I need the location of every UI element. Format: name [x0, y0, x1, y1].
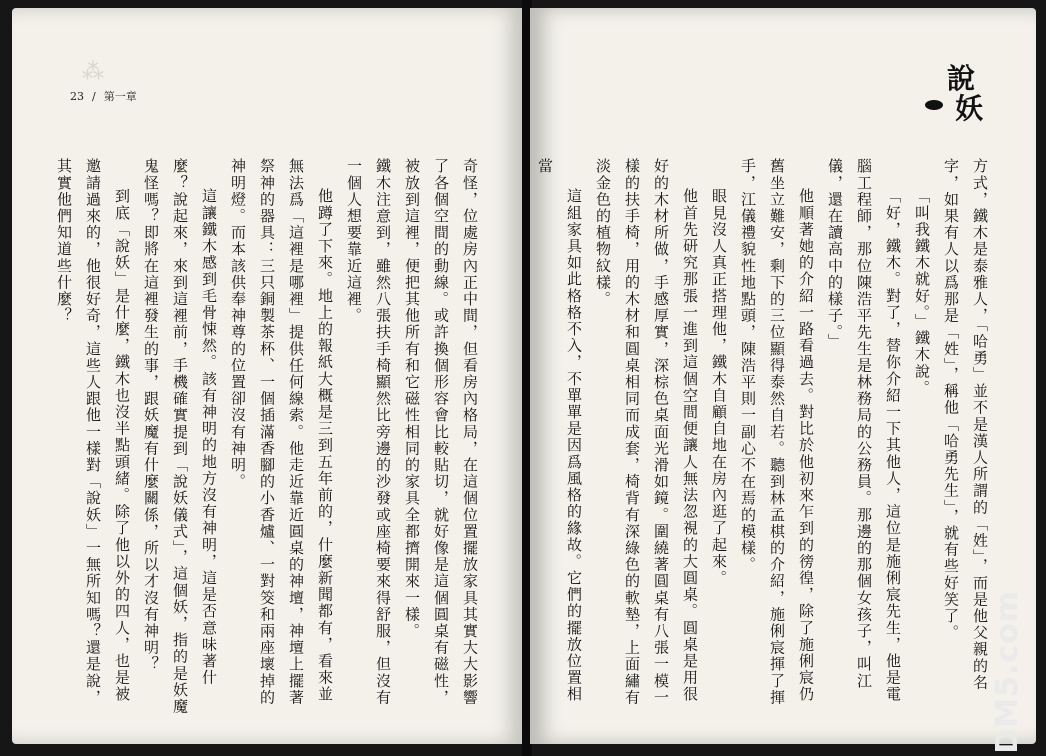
paragraph: 這組家具如此格格不入，不單單是因爲風格的緣故。它們的擺放位置相當 — [536, 158, 583, 703]
paragraph: 眼見沒人真正搭理他，鐵木自顧自地在房內逛了起來。 — [710, 188, 728, 587]
logo-char-1: 說 — [947, 62, 976, 95]
left-page-text — [49, 158, 484, 718]
paragraph: 到底「說妖」是什麼，鐵木也沒半點頭緒。除了他以外的四人，也是被邀請過來的，他很好奇，這些人跟他一樣對「說妖」一無所知嗎？還是說，其實他們知道些什麼？ — [55, 158, 131, 706]
right-page-text — [530, 158, 994, 713]
book-logo — [925, 64, 993, 124]
paragraph: 「叫我鐵木就好。」鐵木說。 — [913, 188, 931, 397]
paragraph: 他順著她的介紹一路看過去。對比於他初來乍到的徬徨，除了施俐宸仍舊坐立難安，剩下的三位顯得泰然自若。聽到林孟棋的介紹，施俐宸揮了揮手，江儀禮貌性地點頭，陳浩平則一副心不在焉的模樣。 — [739, 158, 815, 706]
left-page — [12, 8, 524, 744]
logo-ink-mark-icon — [925, 100, 943, 110]
paragraph: 這讓鐵木感到毛骨悚然。該有神明的地方沒有神明，這是否意味著什麼？說起來，來到這裡前，手機確實提到「說妖儀式」，這個妖，指的是妖魔鬼怪嗎？即將在這裡發生的事，跟妖魔有什麼關係，所以才沒有神明？ — [142, 158, 218, 715]
logo-char-2: 妖 — [955, 92, 984, 125]
paragraph: 他蹲了下來。地上的報紙大概是三到五年前的，什麼新聞都有，看來並無法爲「這裡是哪裡」提供任何線索。他走近靠近圓桌的神壇，神壇上擺著祭神的器具：三只銅製茶杯、一個插滿香腳的小香爐、一對筊和兩座壞掉的神明燈。而本該供奉神尊的位置卻沒有神明。 — [229, 158, 334, 706]
header-separator: / — [92, 90, 96, 103]
paragraph: 方式，鐵木是泰雅人，「哈勇」並不是漢人所謂的「姓」，而是他父親的名字，如果有人以爲那是「姓」，稱他「哈勇先生」，就有些好笑了。 — [942, 158, 989, 691]
ghost-bleed-mark: ⁂ — [82, 60, 104, 85]
right-page — [530, 8, 1036, 744]
paragraph: 「好，鐵木。對了，替你介紹一下其他人，這位是施俐宸先生，他是電腦工程師，那位陳浩平先生是林務局的公務員。那邊的那個女孩子，叫江儀，還在讀高中的樣子。」 — [826, 158, 902, 703]
page-number: 23 — [70, 90, 84, 103]
chapter-title: 第一章 — [103, 90, 137, 103]
paragraph: 鐵木注意到，雖然八張扶手椅顯然比旁邊的沙發或座椅要來得舒服，但沒有一個人想要靠近這裡。 — [345, 158, 392, 706]
paragraph: 他首先研究那張一進到這個空間便讓人無法忽視的大圓桌。圓桌是用很好的木材所做，手感厚實，深棕色桌面光滑如鏡。圍繞著圓桌有八張一模一樣的扶手椅，用的木材和圓桌相同而成套，椅背有深綠色的軟墊，上面繡有淡金色的植物紋樣。 — [594, 158, 699, 706]
running-header — [70, 88, 137, 104]
paragraph: 奇怪，位處房內正中間，但看房內格局，在這個位置擺放家具其實大大影響了各個空間的動線。或許換個形容會比較貼切，就好像是這個圓桌有磁性，被放到這裡，便把其他所有和它磁性相同的家具全都擠開來一樣。 — [403, 158, 479, 706]
watermark-text: DM5.com — [990, 590, 1025, 754]
scan-watermark — [990, 590, 1040, 754]
